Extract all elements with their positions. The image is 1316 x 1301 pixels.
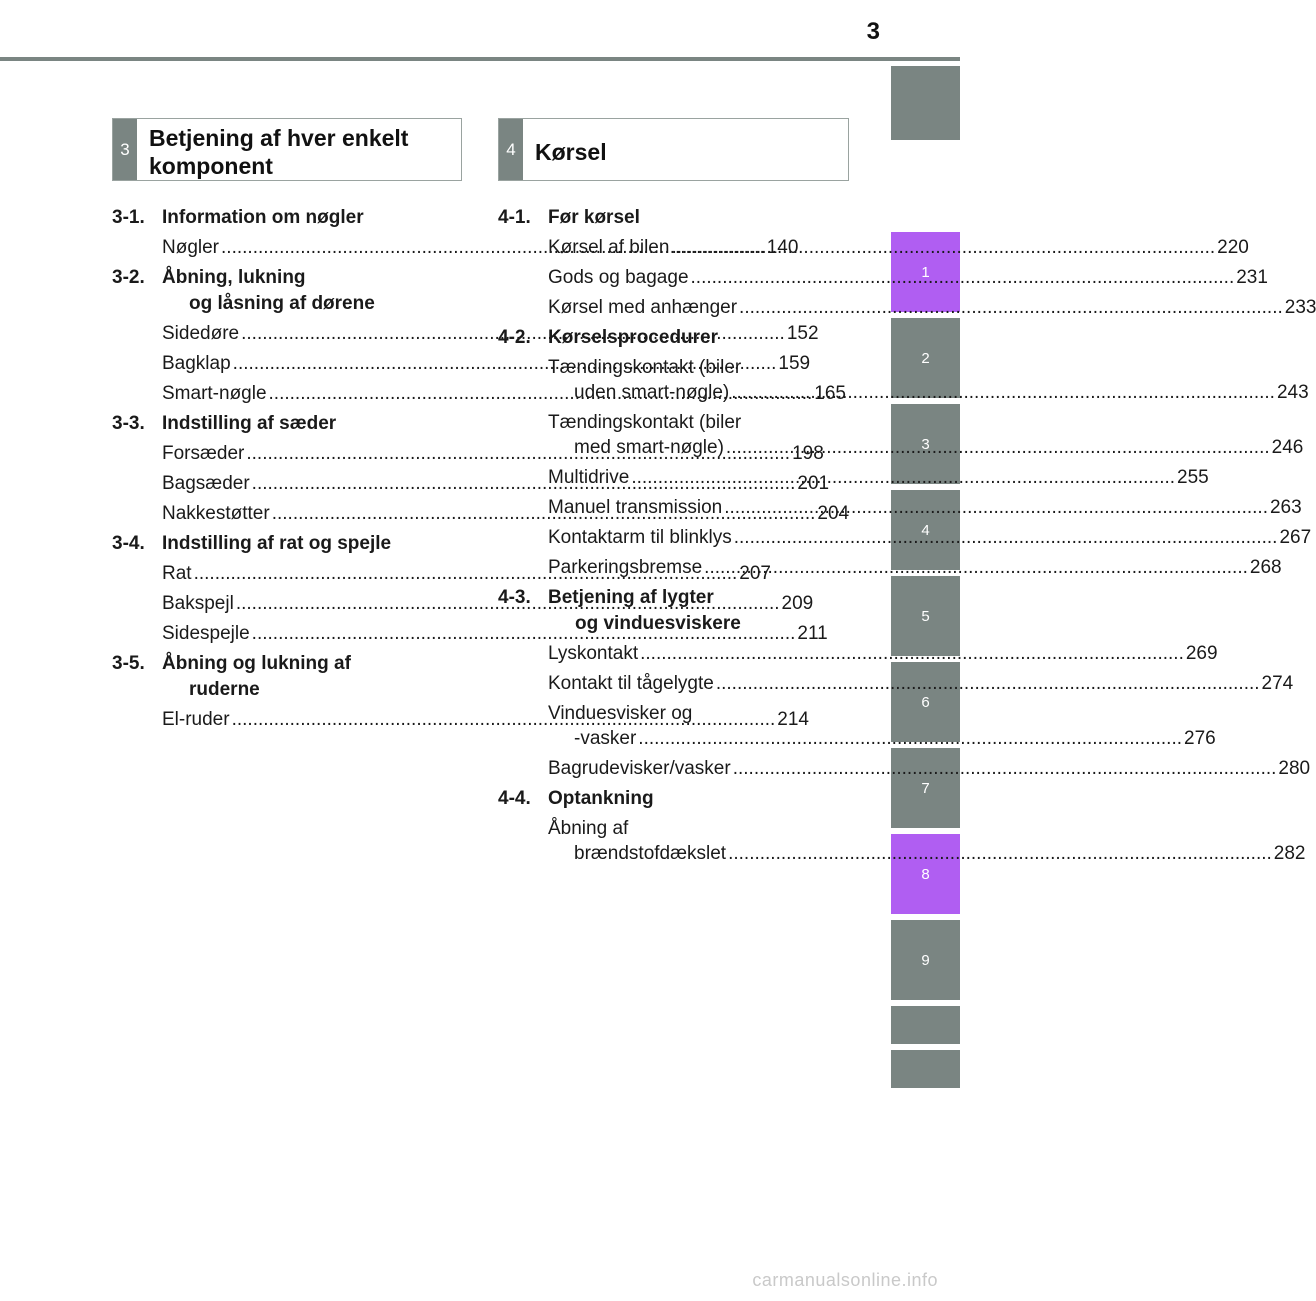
toc-entry-page: 243 xyxy=(1276,382,1309,403)
toc-entry-page: 140 xyxy=(766,237,799,258)
toc-group-text xyxy=(548,205,836,231)
toc-group-title-line1: Information om nøgler xyxy=(162,207,364,228)
toc-group-title[interactable] xyxy=(112,651,449,703)
toc-group-title-line1: Åbning og lukning af xyxy=(162,653,351,674)
toc-group-text xyxy=(162,531,449,557)
toc-entry-page: 152 xyxy=(786,323,819,344)
toc-entry-label: Multidrive xyxy=(548,467,630,488)
toc-group-title-line1: Indstilling af sæder xyxy=(162,413,337,434)
toc-entry-label: Åbning af xyxy=(548,818,629,839)
toc-entry-label-line2: -vasker xyxy=(574,728,637,749)
chapter-tab[interactable]: 9 xyxy=(891,920,960,1000)
toc-entry[interactable] xyxy=(498,641,1218,666)
toc-group-code: 4-2. xyxy=(498,327,531,348)
leader-dots xyxy=(724,495,1268,520)
chapter-tab[interactable] xyxy=(891,1050,960,1088)
toc-entry-label: Smart-nøgle xyxy=(162,383,267,404)
toc-entry[interactable] xyxy=(498,465,1209,490)
toc-entry-page: 246 xyxy=(1271,437,1304,458)
toc-column-4 xyxy=(498,205,1316,871)
toc-group-title-line2: og vinduesviskere xyxy=(575,613,741,634)
toc-group-text xyxy=(548,585,836,637)
toc-group-code: 3-4. xyxy=(112,533,145,554)
toc-group-text xyxy=(162,651,449,703)
toc-entry-page: 209 xyxy=(781,593,814,614)
toc-group-title-line2: og låsning af dørene xyxy=(189,293,375,314)
section-title xyxy=(523,119,607,180)
top-rule xyxy=(0,57,960,61)
toc-group xyxy=(498,585,1311,781)
toc-entry-label: Kørsel af bilen xyxy=(548,237,670,258)
section-title-line2: komponent xyxy=(149,152,273,179)
toc-entry[interactable] xyxy=(498,235,1249,260)
toc-entry-label: El-ruder xyxy=(162,709,230,730)
toc-entry-page: 276 xyxy=(1184,728,1216,749)
section-number: 3 xyxy=(113,119,137,180)
chapter-tab[interactable]: 6 xyxy=(891,662,960,742)
toc-entry-label-line2: med smart-nøgle) xyxy=(574,437,724,458)
toc-group-title[interactable] xyxy=(112,411,449,437)
toc-entry-label: Bakspejl xyxy=(162,593,234,614)
toc-entry[interactable] xyxy=(498,355,1309,405)
toc-group-code: 3-2. xyxy=(112,267,145,288)
toc-group xyxy=(498,325,1312,580)
section-number: 4 xyxy=(499,119,523,180)
toc-entry-page: 268 xyxy=(1249,557,1282,578)
toc-entry[interactable] xyxy=(498,555,1282,580)
toc-entry[interactable] xyxy=(498,265,1268,290)
toc-entry-label: Bagrudevisker/vasker xyxy=(548,758,731,779)
toc-entry-label: Manuel transmission xyxy=(548,497,723,518)
toc-entry-page: 165 xyxy=(814,383,846,404)
toc-group-code: 4-3. xyxy=(498,587,531,608)
toc-entry-page: 207 xyxy=(739,563,771,584)
toc-group-title-line1: Åbning, lukning xyxy=(162,267,306,288)
toc-group-title[interactable] xyxy=(112,265,449,317)
toc-entry-page: 231 xyxy=(1236,267,1268,288)
leader-dots xyxy=(640,641,1184,666)
toc-group-title[interactable] xyxy=(498,585,836,637)
toc-entry-label: Nakkestøtter xyxy=(162,503,270,524)
toc-entry-page: 267 xyxy=(1279,527,1312,548)
toc-entry-label: Lyskontakt xyxy=(548,643,639,664)
toc-group-text xyxy=(162,205,449,231)
page-number: 3 xyxy=(866,18,880,45)
leader-dots xyxy=(728,841,1272,866)
toc-group-title[interactable] xyxy=(112,205,449,231)
toc-entry-label: Sidespejle xyxy=(162,623,250,644)
toc-entry-page: 198 xyxy=(792,443,824,464)
toc-group-code: 4-1. xyxy=(498,207,531,228)
toc-group-title-line1: Kørselsprocedurer xyxy=(548,327,719,348)
toc-entry-page: 280 xyxy=(1278,758,1311,779)
toc-entry-page: 269 xyxy=(1185,643,1218,664)
leader-dots xyxy=(716,671,1260,696)
toc-entry-label: Tændingskontakt (biler xyxy=(548,412,742,433)
toc-group-text xyxy=(548,786,836,812)
section-header-3 xyxy=(112,118,462,181)
section-title-line1: Betjening af hver enkelt xyxy=(149,124,409,151)
toc-entry[interactable] xyxy=(498,410,1304,460)
toc-entry-label: Nøgler xyxy=(162,237,220,258)
toc-entry-page: 282 xyxy=(1273,843,1306,864)
toc-entry-label: Sidedøre xyxy=(162,323,240,344)
chapter-tab[interactable]: 8 xyxy=(891,834,960,914)
toc-group-code: 4-4. xyxy=(498,788,531,809)
toc-entry[interactable] xyxy=(498,816,1306,866)
leader-dots xyxy=(731,380,1275,405)
chapter-tab[interactable] xyxy=(891,66,960,140)
section-title xyxy=(137,119,408,180)
chapter-tab[interactable] xyxy=(891,1006,960,1044)
chapter-tab[interactable]: 3 xyxy=(891,404,960,484)
toc-entry-label: Bagsæder xyxy=(162,473,250,494)
toc-entry-page: 211 xyxy=(797,623,828,644)
toc-group-title-line1: Betjening af lygter xyxy=(548,587,714,608)
leader-dots xyxy=(734,525,1278,550)
toc-entry-page: 201 xyxy=(797,473,830,494)
toc-entry-label: Kontakt til tågelygte xyxy=(548,673,714,694)
toc-entry-page: 274 xyxy=(1261,673,1294,694)
toc-group xyxy=(498,205,1316,320)
chapter-tab[interactable]: 5 xyxy=(891,576,960,656)
toc-entry-page: 159 xyxy=(778,353,811,374)
toc-entry-label-line2: uden smart-nøgle) xyxy=(574,382,730,403)
leader-dots xyxy=(638,726,1182,751)
toc-entry[interactable] xyxy=(498,525,1312,550)
chapter-tab[interactable]: 4 xyxy=(891,490,960,570)
chapter-tab[interactable]: 7 xyxy=(891,748,960,828)
toc-group-text xyxy=(548,325,836,351)
toc-group-title[interactable] xyxy=(498,786,836,812)
leader-dots xyxy=(739,295,1283,320)
toc-group-title[interactable] xyxy=(498,205,836,231)
toc-entry-label: Bagklap xyxy=(162,353,231,374)
toc-entry-page: 233 xyxy=(1284,297,1316,318)
toc-entry-page: 255 xyxy=(1177,467,1209,488)
toc-group xyxy=(498,786,1306,866)
section-header-4 xyxy=(498,118,849,181)
toc-entry[interactable] xyxy=(498,671,1294,696)
toc-group-code: 3-1. xyxy=(112,207,145,228)
toc-group-text xyxy=(162,411,449,437)
toc-entry-page: 214 xyxy=(777,709,809,730)
toc-entry-label: Vinduesvisker og xyxy=(548,703,693,724)
toc-entry[interactable] xyxy=(498,756,1311,781)
toc-group-code: 3-3. xyxy=(112,413,145,434)
toc-group-title[interactable] xyxy=(498,325,836,351)
toc-entry-label: Tændingskontakt (biler xyxy=(548,357,742,378)
toc-entry[interactable] xyxy=(498,295,1316,320)
toc-group-text xyxy=(162,265,449,317)
toc-entry-label: Rat xyxy=(162,563,192,584)
leader-dots xyxy=(671,235,1215,260)
toc-entry-label: Parkeringsbremse xyxy=(548,557,703,578)
toc-entry-label: Forsæder xyxy=(162,443,245,464)
watermark: carmanualsonline.info xyxy=(752,1270,938,1290)
toc-group-title[interactable] xyxy=(112,531,449,557)
toc-entry-label: Kørsel med anhænger xyxy=(548,297,738,318)
leader-dots xyxy=(704,555,1248,580)
toc-entry-page: 220 xyxy=(1217,237,1249,258)
section-title-line1: Kørsel xyxy=(535,138,607,165)
leader-dots xyxy=(733,756,1277,781)
toc-entry-page: 204 xyxy=(817,503,850,524)
toc-entry-label: Kontaktarm til blinklys xyxy=(548,527,732,548)
toc-entry-page: 263 xyxy=(1269,497,1302,518)
chapter-tab[interactable]: 1 xyxy=(891,232,960,312)
toc-entry-label: Gods og bagage xyxy=(548,267,689,288)
leader-dots xyxy=(726,435,1270,460)
toc-entry-label-line2: brændstofdækslet xyxy=(574,843,727,864)
leader-dots xyxy=(631,465,1175,490)
toc-group-title-line1: Optankning xyxy=(548,788,654,809)
leader-dots xyxy=(691,265,1235,290)
toc-group-title-line1: Indstilling af rat og spejle xyxy=(162,533,392,554)
toc-group-code: 3-5. xyxy=(112,653,145,674)
chapter-tab[interactable]: 2 xyxy=(891,318,960,398)
toc-group-title-line2: ruderne xyxy=(189,679,260,700)
toc-entry[interactable] xyxy=(498,701,1216,751)
toc-group-title-line1: Før kørsel xyxy=(548,207,640,228)
